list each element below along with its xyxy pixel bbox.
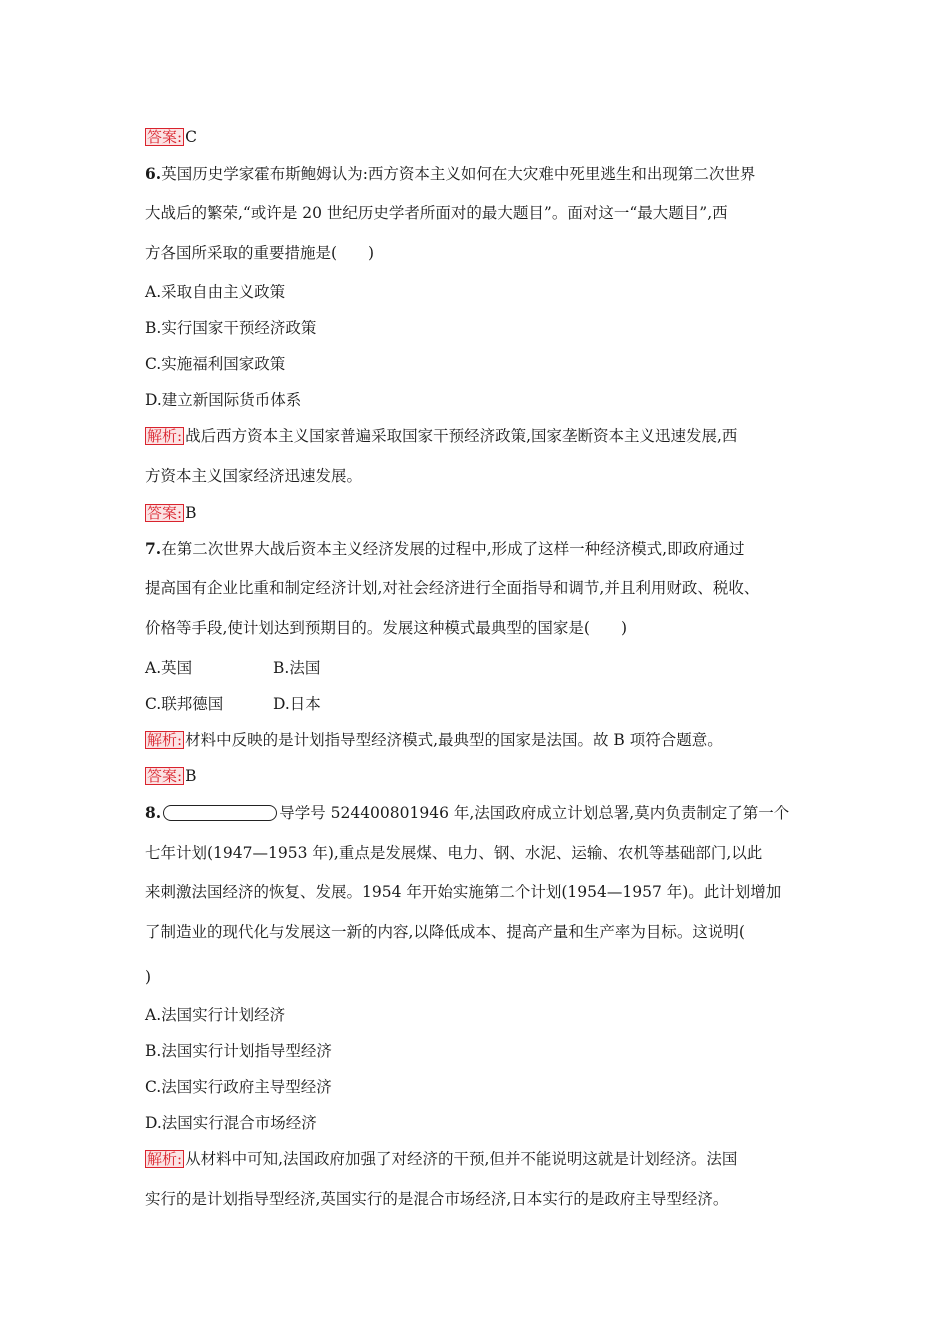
q6-number: 6.: [145, 164, 162, 183]
q6-analysis-line-1: 解析: 战后西方资本主义国家普遍采取国家干预经济政策,国家垄断资本主义迅速发展,西: [147, 427, 738, 445]
q8-number: 8.: [145, 803, 162, 822]
q8-analysis-line-2: 实行的是计划指导型经济,英国实行的是混合市场经济,日本实行的是政府主导型经济。: [145, 1190, 729, 1208]
q5-answer-line: [145, 126, 197, 148]
guide-number-badge-icon: [163, 805, 277, 821]
q6-option-d: D.建立新国际货币体系: [145, 391, 302, 409]
q6-analysis-line-2: 方资本主义国家经济迅速发展。: [145, 467, 363, 485]
q7-answer-line: [145, 765, 196, 787]
q5-answer: C: [185, 128, 197, 146]
q7-option-d: D.日本: [273, 695, 321, 713]
q7-stem-line-1: 7.在第二次世界大战后资本主义经济发展的过程中,形成了这样一种经济模式,即政府通过: [145, 539, 745, 558]
q8-analysis-line-1: 解析: 从材料中可知,法国政府加强了对经济的干预,但并不能说明这就是计划经济。法国: [147, 1150, 738, 1168]
analysis-tag: 解析:: [147, 731, 183, 749]
q7-options-row-2: [145, 693, 321, 715]
analysis-tag: 解析:: [147, 427, 183, 445]
q8-stem-line-4: 了制造业的现代化与发展这一新的内容,以降低成本、提高产量和生产率为目标。这说明(: [145, 923, 745, 941]
q8-stem-line-1: 8. 导学号 524400801946 年,法国政府成立计划总署,莫内负责制定了第一个: [145, 803, 790, 822]
q8-option-c: C.法国实行政府主导型经济: [145, 1078, 332, 1096]
q7-answer: B: [185, 767, 197, 785]
q8-option-b: B.法国实行计划指导型经济: [145, 1042, 332, 1060]
answer-tag: 答案:: [147, 767, 183, 785]
q7-analysis-line-1: 解析: 材料中反映的是计划指导型经济模式,最典型的国家是法国。故 B 项符合题意。: [147, 731, 723, 749]
q6-option-a: A.采取自由主义政策: [145, 283, 286, 301]
q6-option-c: C.实施福利国家政策: [145, 355, 286, 373]
q6-answer: B: [185, 504, 197, 522]
q7-stem-line-3: 价格等手段,使计划达到预期目的。发展这种模式最典型的国家是( ): [145, 619, 628, 637]
q8-option-a: A.法国实行计划经济: [145, 1006, 286, 1024]
q7-options-row-1: [145, 657, 321, 679]
q6-stem-line-3: 方各国所采取的重要措施是( ): [145, 244, 375, 262]
q7-option-c: C.联邦德国: [145, 695, 224, 713]
q7-number: 7.: [145, 539, 162, 558]
q8-stem-line-3: 来刺激法国经济的恢复、发展。1954 年开始实施第二个计划(1954—1957 年)。此计划增加: [145, 883, 782, 901]
q7-stem-line-2: 提高国有企业比重和制定经济计划,对社会经济进行全面指导和调节,并且利用财政、税收、: [145, 579, 760, 597]
q6-stem-line-1: 6.英国历史学家霍布斯鲍姆认为:西方资本主义如何在大灾难中死里逃生和出现第二次世界: [145, 164, 756, 183]
answer-tag: 答案:: [147, 128, 183, 146]
q8-stem-line-2: 七年计划(1947—1953 年),重点是发展煤、电力、钢、水泥、运输、农机等基础部门,以此: [145, 844, 763, 862]
q6-option-b: B.实行国家干预经济政策: [145, 319, 317, 337]
answer-tag: 答案:: [147, 504, 183, 522]
analysis-tag: 解析:: [147, 1150, 183, 1168]
q8-stem-line-5: ): [145, 968, 152, 986]
q6-stem-line-2: 大战后的繁荣,“或许是 20 世纪历史学者所面对的最大题目”。面对这一“最大题目”,西: [145, 204, 728, 222]
q7-option-a: A.英国: [145, 659, 193, 677]
q6-answer-line: [145, 502, 196, 524]
q7-option-b: B.法国: [273, 659, 321, 677]
q8-option-d: D.法国实行混合市场经济: [145, 1114, 317, 1132]
